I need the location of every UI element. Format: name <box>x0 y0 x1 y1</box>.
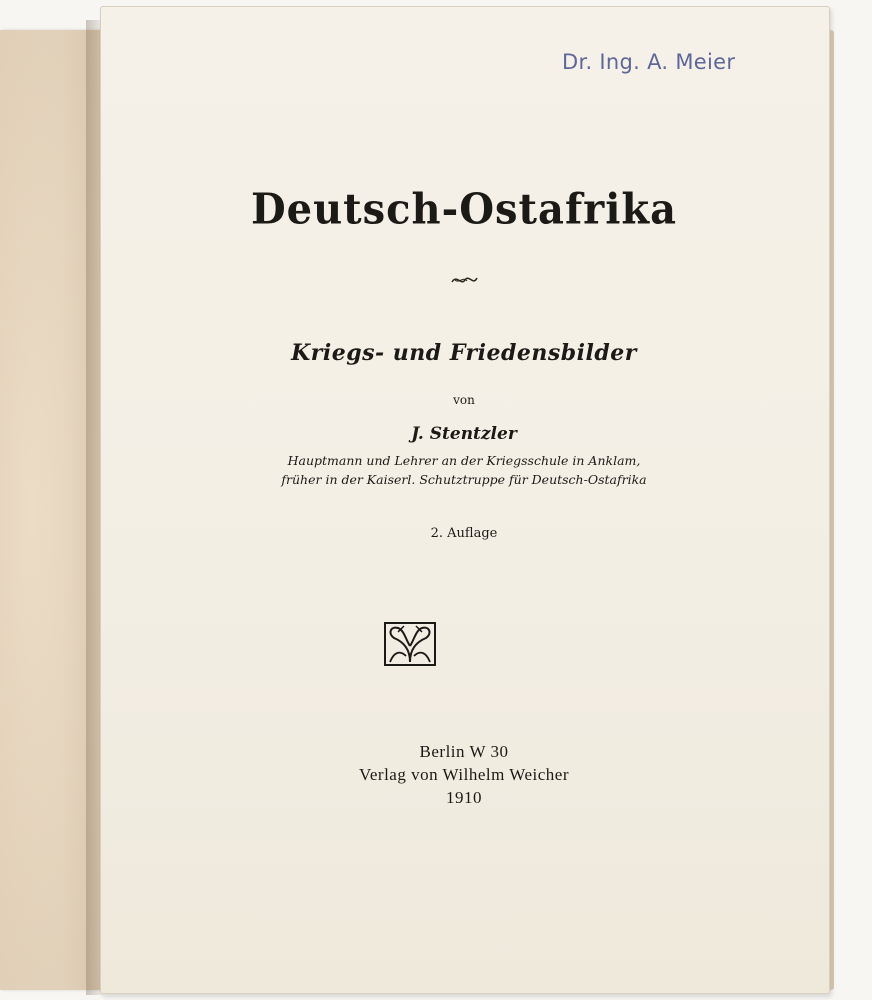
edition-label: 2. Auflage <box>430 526 498 541</box>
book-title: Deutsch-Ostafrika <box>250 184 678 235</box>
by-label: von <box>453 393 475 407</box>
author-name: J. Stentzler <box>411 424 517 444</box>
publication-city: Berlin W 30 <box>419 742 509 761</box>
title-page <box>100 6 830 994</box>
art-nouveau-vignette-icon <box>384 622 436 666</box>
publication-year: 1910 <box>446 788 482 807</box>
author-affiliation-line-2: früher in der Kaiserl. Schutztruppe für Deutsch-Ostafrika <box>281 472 647 487</box>
book-subtitle: Kriegs- und Friedensbilder <box>291 340 637 366</box>
publisher-name: Verlag von Wilhelm Weicher <box>358 765 569 784</box>
author-affiliation-line-1: Hauptmann und Lehrer an der Kriegsschule in Anklam, <box>287 453 641 468</box>
owner-stamp: Dr. Ing. A. Meier <box>562 50 736 74</box>
flourish-ornament-icon <box>100 272 828 288</box>
